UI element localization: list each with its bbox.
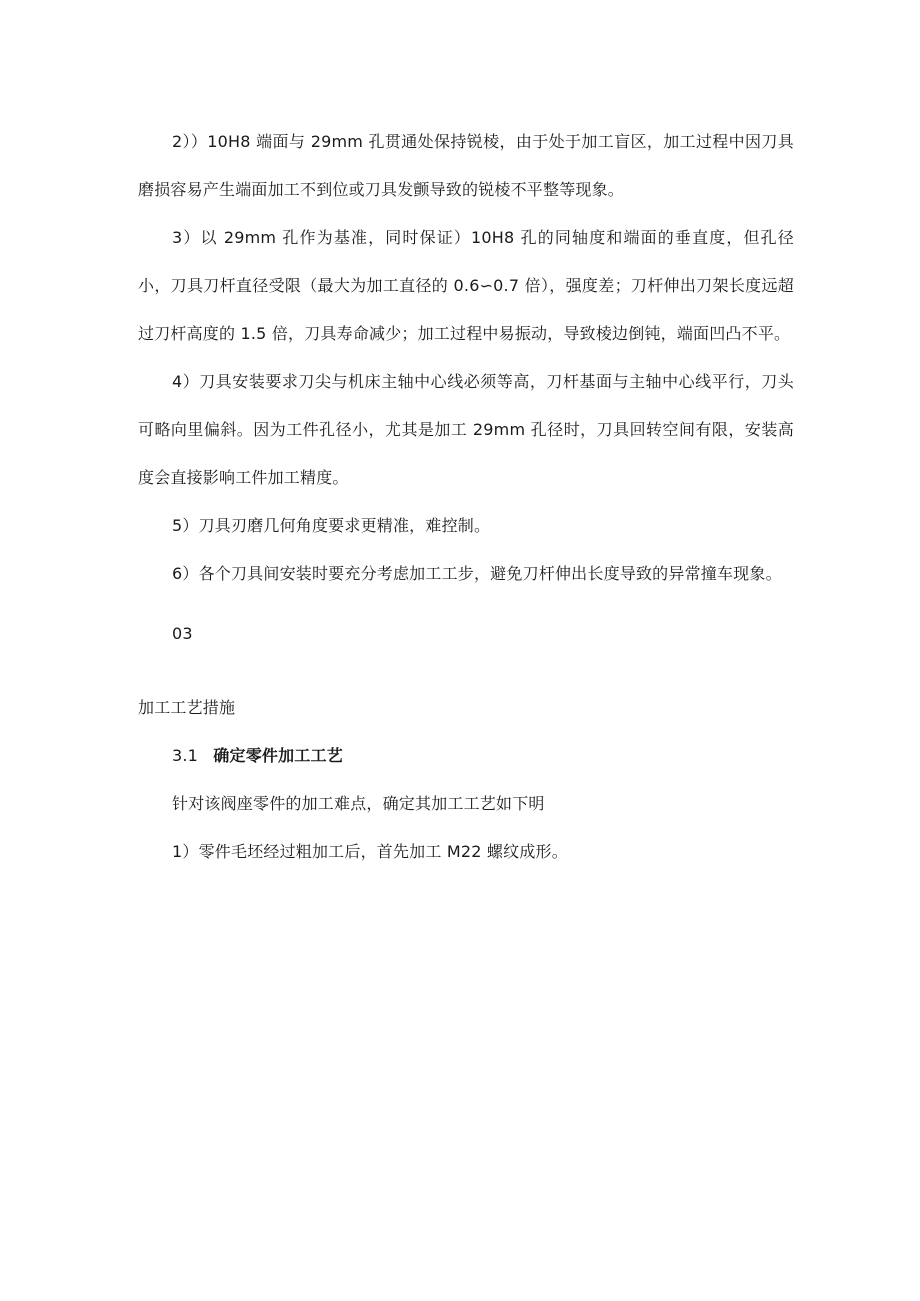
paragraph-item-4: 4）刀具安装要求刀尖与机床主轴中心线必须等高，刀杆基面与主轴中心线平行，刀头可略向里偏斜。因为工件孔径小，尤其是加工 29mm 孔径时，刀具回转空间有限，安装高度会直接影响工件加工精度。 xyxy=(138,372,794,487)
paragraph-item-6: 6）各个刀具间安装时要充分考虑加工工步，避免刀杆伸出长度导致的异常撞车现象。 xyxy=(172,564,782,583)
subsection-title: 确定零件加工工艺 xyxy=(213,746,343,765)
paragraph-item-5: 5）刀具刃磨几何角度要求更精准，难控制。 xyxy=(172,516,491,535)
section-heading: 加工工艺措施 xyxy=(138,698,236,717)
section-number: 03 xyxy=(172,624,193,643)
body-paragraph-intro: 针对该阀座零件的加工难点，确定其加工工艺如下明 xyxy=(172,794,545,813)
body-paragraph-step-1: 1）零件毛坯经过粗加工后，首先加工 M22 螺纹成形。 xyxy=(172,842,568,861)
document-body xyxy=(138,118,794,876)
paragraph-item-3: 3）以 29mm 孔作为基准，同时保证）10H8 孔的同轴度和端面的垂直度，但孔径小，刀具刀杆直径受限（最大为加工直径的 0.6∽0.7 倍），强度差；刀杆伸出刀架长度远超过刀杆高度的 1.5 倍，刀具寿命减少；加工过程中易振动，导致棱边倒钝，端面凹凸不平。 xyxy=(138,228,794,343)
subsection-number: 3.1 xyxy=(172,746,199,765)
subsection-heading xyxy=(138,732,794,780)
paragraph-item-2: 2））10H8 端面与 29mm 孔贯通处保持锐棱，由于处于加工盲区，加工过程中因刀具磨损容易产生端面加工不到位或刀具发颤导致的锐棱不平整等现象。 xyxy=(138,132,794,199)
